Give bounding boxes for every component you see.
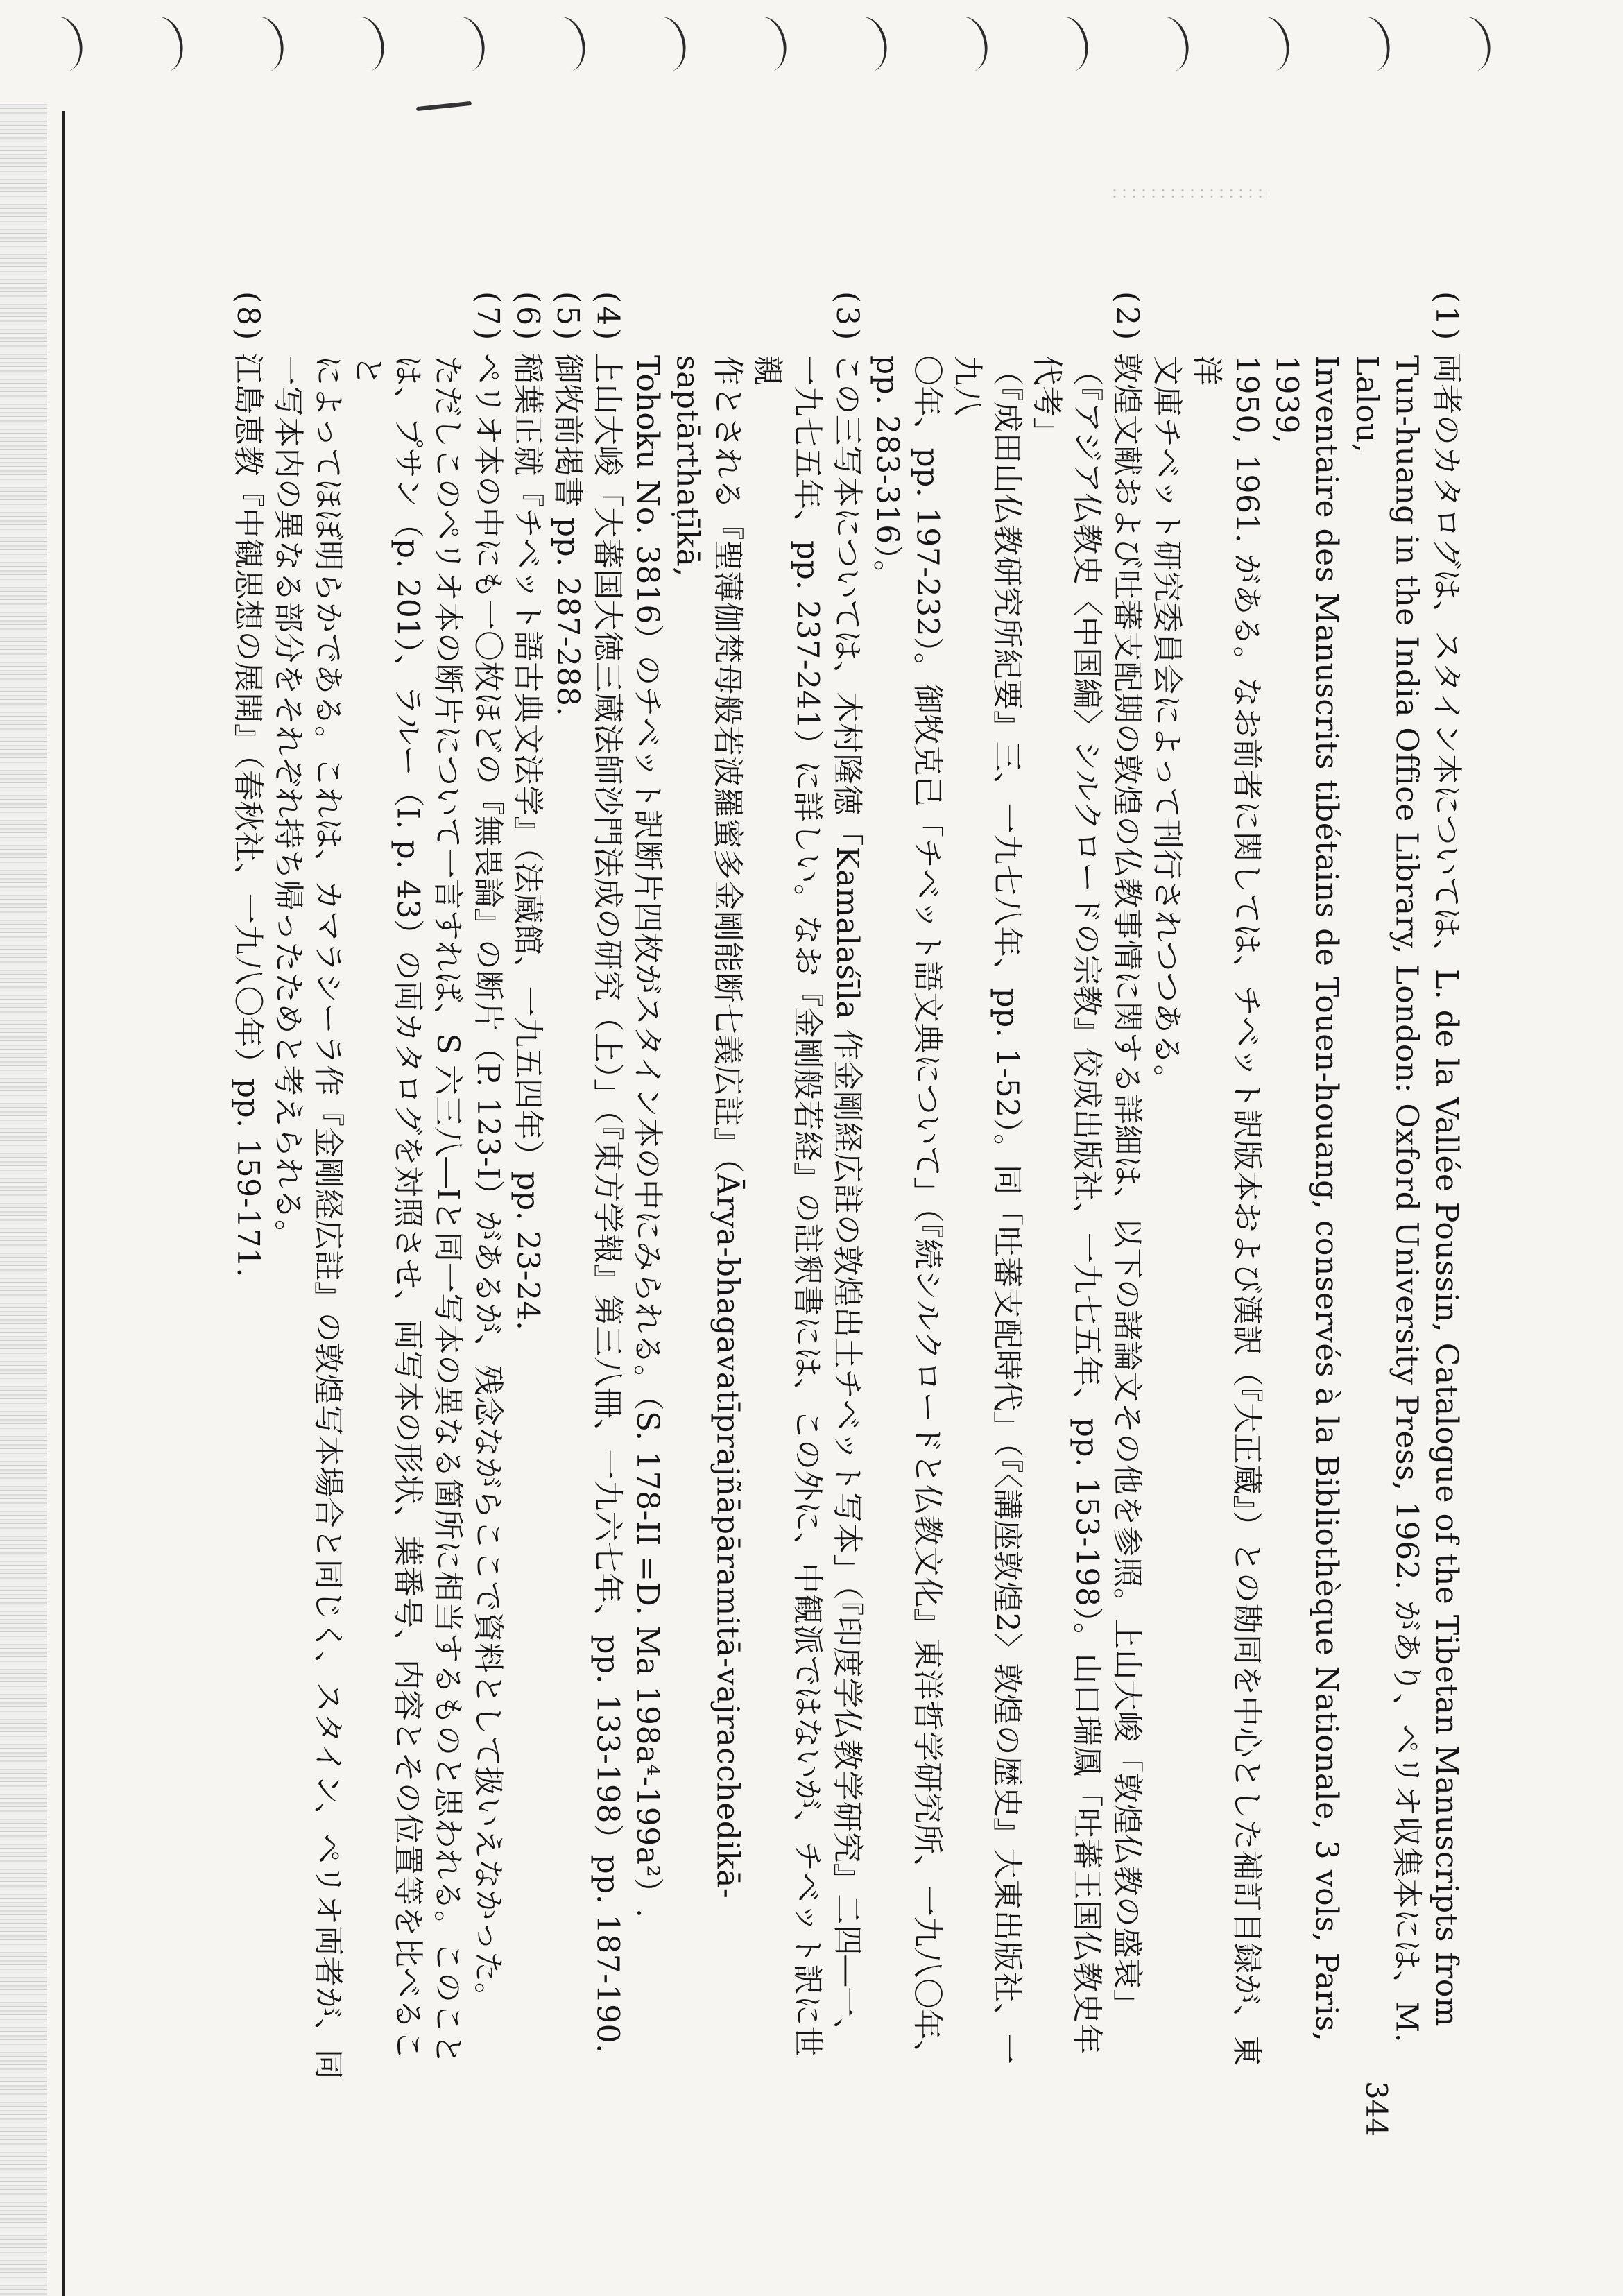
page-number: 344 [1359, 2081, 1393, 2137]
note-line: Tohoku No. 3816）のチベット訳断片四枚がスタイン本の中にみられる。（S. 178-II =D. Ma 198a⁴-199a²）. [630, 355, 666, 1919]
binding-hole-icon [36, 13, 87, 76]
note-line: 1950, 1961. がある。なお前者に関しては、チベット訳版本および漢訳（『大正蔵』）との勘同を中心とした補訂目録が、東洋 [1189, 355, 1265, 2067]
note-line: この三写本については、木村隆徳「Kamalaśīla 作金剛経広註の敦煌出土チベット写本」（『印度学仏教学研究』二四―一、 [830, 352, 866, 2048]
binding-hole-icon [338, 13, 388, 76]
note-line: Tun-huang in the India Office Library, London: Oxford University Press, 1962. があり、ペリオ収集本には、M. Lalou, [1348, 355, 1425, 2044]
note-number: (5) [549, 291, 585, 343]
binding-hole-icon [941, 13, 992, 76]
margin-rule [62, 111, 65, 2296]
note-number: (4) [590, 291, 626, 343]
note-line: Inventaire des Manuscrits tibétains de Touen-houang, conservés à la Bibliothèque Nationale, 3 vols, Paris, 1939, [1269, 355, 1345, 2042]
note-line: 敦煌文献および吐蕃支配期の敦煌の仏教事情に関する詳細は、以下の諸論文その他を参照。上山大峻「敦煌仏教の盛衰」 [1109, 352, 1145, 2020]
note-line: 一写本内の異なる部分をそれぞれ持ち帰ったためと考えられる。 [270, 355, 306, 1251]
note-line: ただしこのペリオ本の断片について一言すれば、S 六三八―Iと同一写本の異なる箇所に相当するものと思われる。このこと [430, 355, 466, 2066]
note-5 [547, 291, 587, 2081]
note-8 [228, 291, 268, 2081]
binding-hole-icon [1343, 13, 1394, 76]
binding-hole-icon [539, 13, 590, 76]
note-number: (6) [510, 291, 546, 343]
binding-hole-icon [841, 13, 891, 76]
note-line: 御牧前掲書 pp. 287-288. [549, 352, 585, 717]
note-2 [867, 291, 1147, 2081]
note-4 [587, 291, 628, 2081]
note-line: 江島恵教『中観思想の展開』（春秋社、一九八〇年）pp. 159-171. [230, 352, 266, 1278]
note-line: （『成田山仏教研究所紀要』三、一九七八年、pp. 1-52）。同「吐蕃支配時代」（『〈講座敦煌2〉敦煌の歴史』大東出版社、一九八 [949, 355, 1025, 2065]
binding-edge [0, 0, 1623, 104]
binding-hole-icon [1444, 13, 1495, 76]
note-number: (3) [830, 291, 866, 343]
note-line: ペリオ本の中にも一〇枚ほどの『無畏論』の断片（P. 123-I）があるが、残念ながらここで資料として扱いえなかった。 [470, 352, 506, 2014]
binding-hole-icon [237, 13, 288, 76]
binding-hole-icon [1142, 13, 1193, 76]
note-line: によってほぼ明らかである。これは、カマラシーラ作『金剛経広註』の敦煌写本場合と同じく、スタイン、ペリオ両者が、同 [310, 355, 346, 2080]
endnotes [230, 291, 1466, 2081]
note-number: (1) [1429, 291, 1464, 343]
note-number: (7) [470, 291, 506, 343]
binding-hole-icon [438, 13, 489, 76]
note-line: （『アジア仏教史〈中国編〉シルクロードの宗教』佼成出版社、一九七五年、pp. 153-198）。山口瑞鳳「吐蕃王国仏教史年代考」 [1029, 355, 1105, 2055]
note-line: 両者のカタログは、スタイン本については、L. de la Vallée Poussin, Catalogue of the Tibetan Manuscripts from [1429, 352, 1464, 2027]
scan-speckle [1110, 187, 1269, 201]
note-line: pp. 283-316）。 [869, 355, 905, 592]
note-line: 文庫チベット研究委員会によって刊行されつつある。 [1149, 355, 1185, 1096]
binding-hole-icon [1042, 13, 1092, 76]
note-line: 一九七五年、pp. 237-241）に詳しい。なお『金剛般若経』の註釈書には、この外に、中観派ではないが、チベット訳に世親 [749, 355, 825, 2057]
note-3 [628, 291, 868, 2081]
note-6 [508, 291, 548, 2081]
note-line: は、プサン（p. 201）、ラルー（I. p. 43）の両カタログを対照させ、両写本の形状、葉番号、内容とその位置等を比べること [350, 355, 426, 2061]
binding-hole-icon [639, 13, 690, 76]
note-1 [1147, 291, 1466, 2081]
binding-hole-icon [1243, 13, 1294, 76]
binding-hole-icon [137, 13, 187, 76]
note-7 [268, 291, 508, 2081]
note-line: 稲葉正就『チベット語古典文法学』（法蔵館、一九五四年）pp. 23-24. [510, 352, 546, 1331]
note-line: 〇年、pp. 197-232）。御牧克己「チベット語文典について」（『続シルクロードと仏教文化』東洋哲学研究所、一九八〇年、 [909, 355, 945, 2071]
note-number: (2) [1109, 291, 1145, 343]
note-line: 上山大峻「大蕃国大徳三蔵法師沙門法成の研究（上）」（『東方学報』第三八冊、一九六七年、pp. 133-198）pp. 187-190. [590, 352, 626, 2054]
note-line: 作とされる『聖薄伽梵母般若波羅蜜多金剛能断七義広註』（Ārya-bhagavatīprajñāpāramitā-vajracchedikā-saptārthaṭīkā, [669, 355, 746, 1899]
scan-shadow [0, 104, 47, 2296]
note-number: (8) [230, 291, 266, 343]
binding-hole-icon [740, 13, 791, 76]
